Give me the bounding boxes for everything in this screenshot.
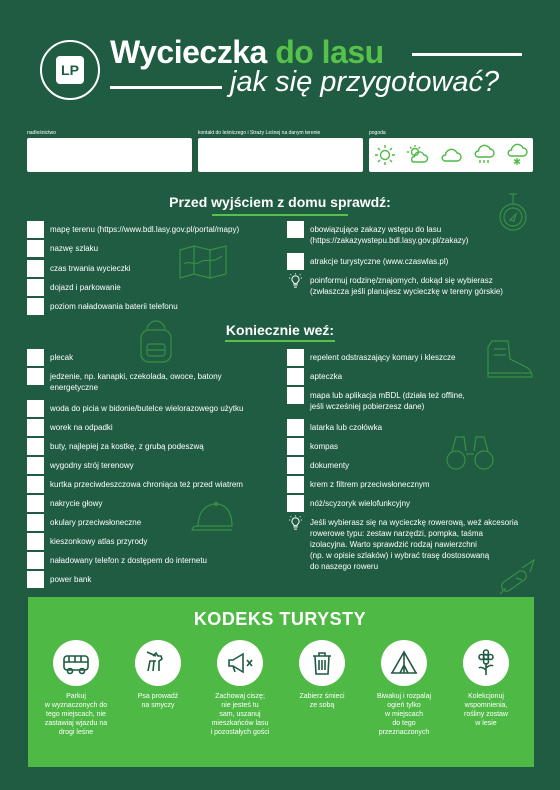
pocket-knife-icon <box>496 556 538 598</box>
checkbox[interactable] <box>27 552 44 569</box>
check-item-label: wygodny strój terenowy <box>50 461 134 470</box>
check-item[interactable] <box>27 517 282 531</box>
check-item[interactable] <box>27 263 282 277</box>
cap-icon <box>190 500 240 536</box>
kodeks-item <box>445 640 527 728</box>
checkbox[interactable] <box>27 349 44 366</box>
kodeks-item-text: Kolekcjonuj wspomnienia, rośliny zostaw w lesie <box>464 693 508 727</box>
page-subtitle: jak się przygotować? <box>230 66 500 98</box>
check-item-label: nakrycie głowy <box>50 499 103 508</box>
section-before-underline <box>212 214 348 216</box>
checkbox[interactable] <box>287 387 304 404</box>
nadlesnictwo-field[interactable] <box>27 138 192 172</box>
title-rule-bottom <box>110 86 222 89</box>
check-item-label: poziom naładowania baterii telefonu <box>50 302 178 311</box>
check-item[interactable] <box>287 256 537 270</box>
checkbox[interactable] <box>27 221 44 238</box>
trash-bin-icon <box>307 648 337 678</box>
kodeks-icon-circle <box>217 640 263 686</box>
section-take-underline <box>225 340 335 342</box>
checkbox[interactable] <box>27 476 44 493</box>
checkbox[interactable] <box>27 419 44 436</box>
lightbulb-icon <box>287 515 304 532</box>
check-item[interactable] <box>27 301 282 315</box>
kodeks-item-text: Parkuj w wyznaczonych do tego miejscach, nie zastawiaj wjazdu na drogi leśne <box>44 693 108 736</box>
check-item[interactable] <box>287 390 537 412</box>
check-item-label: dojazd i parkowanie <box>50 283 121 292</box>
camper-van-icon <box>61 648 91 678</box>
checkbox[interactable] <box>27 260 44 277</box>
kodeks-icon-circle <box>299 640 345 686</box>
dog-leash-icon <box>143 648 173 678</box>
logo-emblem: LP <box>56 56 84 84</box>
check-item[interactable] <box>27 224 282 238</box>
backpack-icon <box>135 320 177 366</box>
check-item-label: krem z filtrem przeciwsłonecznym <box>310 480 430 489</box>
check-item-label: repelent odstraszający komary i kleszcze <box>310 353 456 362</box>
kodeks-icon-circle <box>135 640 181 686</box>
checkbox[interactable] <box>27 279 44 296</box>
check-item[interactable] <box>27 536 282 550</box>
kodeks-item <box>281 640 363 710</box>
field-label-kontakt: kontakt do leśniczego i Straży Leśnej na danym terenie <box>198 130 321 136</box>
rain-icon[interactable] <box>472 143 496 167</box>
check-item[interactable] <box>287 441 537 455</box>
checkbox[interactable] <box>27 533 44 550</box>
checkbox[interactable] <box>287 419 304 436</box>
check-item[interactable] <box>27 403 282 417</box>
check-item-label: worek na odpadki <box>50 423 113 432</box>
check-item[interactable] <box>287 422 537 436</box>
checkbox[interactable] <box>287 457 304 474</box>
kodeks-icon-circle <box>463 640 509 686</box>
check-item-label: naładowany telefon z dostępem do internetu <box>50 556 207 565</box>
check-item-label: buty, najlepiej za kostkę, z grubą podeszwą <box>50 442 204 451</box>
kodeks-item <box>35 640 117 737</box>
checkbox[interactable] <box>27 457 44 474</box>
check-item[interactable] <box>27 498 282 512</box>
checkbox[interactable] <box>27 400 44 417</box>
check-item[interactable] <box>27 441 282 455</box>
megaphone-mute-icon <box>225 648 255 678</box>
checkbox[interactable] <box>27 368 44 385</box>
lasy-panstwowe-logo <box>40 40 100 100</box>
check-item-label: nóż/scyzoryk wielofunkcyjny <box>310 499 411 508</box>
kodeks-item <box>363 640 445 737</box>
check-item-label: kurtka przeciwdeszczowa chroniąca też przed wiatrem <box>50 480 243 489</box>
kodeks-icon-circle <box>53 640 99 686</box>
tip-text: poinformuj rodzinę/znajomych, dokąd się wybierasz (zwłaszcza jeśli planujesz wycieczkę w tereny górskie) <box>310 276 503 296</box>
partly-sunny-icon[interactable] <box>406 143 430 167</box>
check-item-label: atrakcje turystyczne (www.czaswlas.pl) <box>310 257 449 266</box>
field-label-nadlesnictwo: nadleśnictwo <box>27 130 56 136</box>
check-item-label: woda do picia w bidonie/butelce wielorazowego użytku <box>50 404 244 413</box>
check-item-label: apteczka <box>310 372 343 381</box>
check-item-label: czas trwania wycieczki <box>50 264 131 273</box>
check-item-label: mapa lub aplikacja mBDL (działa też offline, jeśli wcześniej pobierzesz dane) <box>310 391 465 411</box>
check-item[interactable] <box>27 422 282 436</box>
check-item[interactable] <box>287 460 537 474</box>
section-before-title: Przed wyjściem z domu sprawdź: <box>169 194 391 210</box>
check-item[interactable] <box>27 460 282 474</box>
kodeks-item <box>117 640 199 710</box>
check-item-label: nazwę szlaku <box>50 244 99 253</box>
checkbox[interactable] <box>287 438 304 455</box>
check-item-label: kieszonkowy atlas przyrody <box>50 537 148 546</box>
check-item[interactable] <box>287 498 537 512</box>
checkbox[interactable] <box>27 298 44 315</box>
kodeks-icon-circle <box>381 640 427 686</box>
check-item-label: latarka lub czołówka <box>310 423 383 432</box>
checkbox[interactable] <box>287 368 304 385</box>
check-item[interactable] <box>27 574 282 588</box>
checkbox[interactable] <box>287 476 304 493</box>
flower-icon <box>471 648 501 678</box>
checkbox[interactable] <box>27 438 44 455</box>
section-take-title: Koniecznie weź: <box>225 322 335 338</box>
lightbulb-icon <box>287 273 304 290</box>
kodeks-item-text: Zachowaj ciszę; nie jesteś tu sam, uszanuj mieszkańców lasu i pozostałych gości <box>210 693 270 736</box>
weather-box[interactable] <box>369 138 533 172</box>
title-part-a: Wycieczka <box>110 34 276 70</box>
kodeks-item-text: Psa prowadź na smyczy <box>137 693 179 709</box>
check-item[interactable] <box>27 555 282 569</box>
check-item[interactable] <box>27 282 282 296</box>
check-item-label: plecak <box>50 353 74 362</box>
check-item-label: power bank <box>50 575 92 584</box>
checkbox[interactable] <box>27 571 44 588</box>
title-part-b: do lasu <box>275 34 384 70</box>
kontakt-field[interactable] <box>198 138 363 172</box>
check-item-label: mapę terenu (https://www.bdl.lasy.gov.pl/portal/mapy) <box>50 225 240 234</box>
check-item-label: kompas <box>310 442 339 451</box>
check-item-label: okulary przeciwsłoneczne <box>50 518 142 527</box>
check-item-label: dokumenty <box>310 461 350 470</box>
checkbox[interactable] <box>287 349 304 366</box>
kodeks-item-text: Zabierz śmieci ze sobą <box>299 693 345 709</box>
title-rule-top <box>412 53 522 56</box>
kodeks-title: KODEKS TURYSTY <box>193 609 367 629</box>
map-icon <box>178 244 228 280</box>
checkbox[interactable] <box>27 514 44 531</box>
hiking-boot-icon <box>484 337 534 383</box>
tip-item <box>287 275 537 297</box>
checkbox[interactable] <box>287 253 304 270</box>
checkbox[interactable] <box>287 495 304 512</box>
check-item[interactable] <box>27 479 282 493</box>
cloud-icon[interactable] <box>439 143 463 167</box>
compass-icon <box>496 190 530 234</box>
kodeks-item-text: Biwakuj i rozpalaj ogień tylko w miejscach do tego przeznaczonych <box>376 693 432 736</box>
checkbox[interactable] <box>27 240 44 257</box>
check-item[interactable] <box>287 479 537 493</box>
checkbox[interactable] <box>287 221 304 238</box>
check-item-label: obowiązujące zakazy wstępu do lasu (https://zakazywstepu.bdl.lasy.gov.pl/zakazy) <box>310 225 469 245</box>
checkbox[interactable] <box>27 495 44 512</box>
field-label-pogoda: pogoda <box>369 130 386 136</box>
binoculars-icon <box>444 432 496 472</box>
tip-text: Jeśli wybierasz się na wycieczkę rowerową, weź akcesoria rowerowe typu: zestaw narzędzi, pompka, taśma izolacyjna. Warto sprawdzić rodzaj nawierzchni (np. w opisie szlaków) i wybrać trasę dostosowaną do naszego roweru <box>310 518 519 571</box>
check-item[interactable] <box>27 371 282 393</box>
snow-icon[interactable] <box>505 143 529 167</box>
sun-icon[interactable] <box>373 143 397 167</box>
tent-icon <box>389 648 419 678</box>
check-item[interactable] <box>27 243 282 257</box>
kodeks-item <box>199 640 281 737</box>
check-item-label: jedzenie, np. kanapki, czekolada, owoce, batony energetyczne <box>50 372 222 392</box>
